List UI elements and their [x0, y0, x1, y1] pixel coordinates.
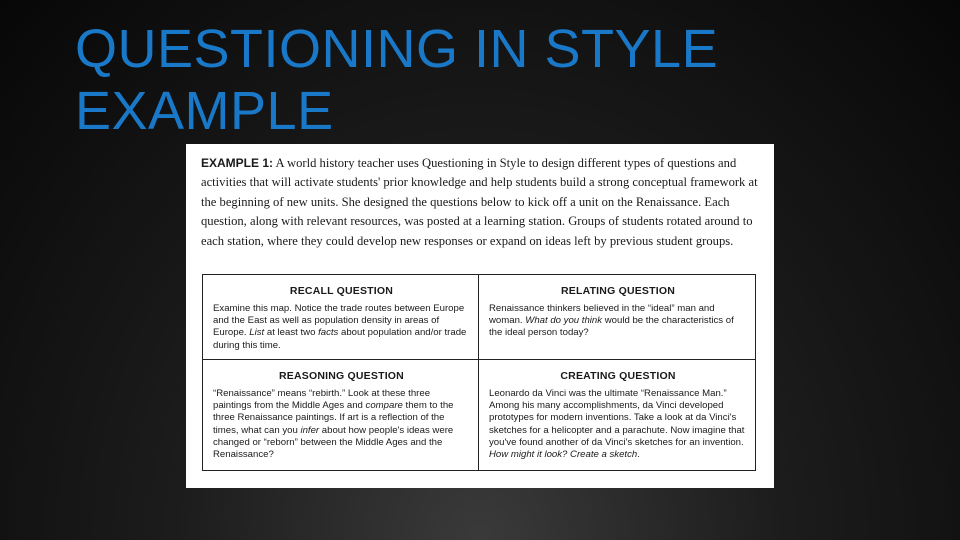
example-label: EXAMPLE 1:	[201, 156, 274, 170]
scanned-example-image	[186, 144, 774, 488]
recall-question-text: Examine this map. Notice the trade routes between Europe and the East as well as population density in areas of Europe. List at least two facts about population and/or trade during this time.	[213, 303, 467, 351]
recall-question-heading: RECALL QUESTION	[289, 285, 394, 297]
example-intro-text: A world history teacher uses Questioning in Style to design different types of questions and activities that will activate students' prior knowledge and help students build a strong conceptual framework at the beginning of new units. She designed the questions below to kick off a unit on the Renaissance. Each question, along with relevant resources, was posted at a learning station. Groups of students rotated around to each station, where they could develop new responses or expand on ideas left by previous student groups.	[201, 156, 758, 248]
relating-question-cell	[479, 275, 755, 360]
creating-question-cell	[479, 360, 755, 470]
slide-title-line-2: EXAMPLE	[75, 81, 334, 141]
slide-title	[75, 18, 718, 142]
slide-title-line-1: QUESTIONING IN STYLE	[75, 19, 719, 79]
question-grid	[202, 274, 756, 471]
example-intro	[201, 154, 758, 251]
relating-question-heading: RELATING QUESTION	[560, 285, 676, 297]
reasoning-question-heading: REASONING QUESTION	[279, 370, 404, 382]
creating-question-heading: CREATING QUESTION	[560, 370, 676, 382]
relating-question-text: Renaissance thinkers believed in the “ideal” man and woman. What do you think would be the characteristics of the ideal person today?	[489, 303, 734, 339]
recall-question-cell	[203, 275, 479, 360]
reasoning-question-cell	[203, 360, 479, 470]
reasoning-question-text: “Renaissance” means “rebirth.” Look at these three paintings from the Middle Ages and compare them to the three Renaissance paintings. If art is a reflection of the times, what can you infer about how people's ideas were changed or “reborn” between the Middle Ages and the Renaissance?	[213, 388, 454, 461]
creating-question-text: Leonardo da Vinci was the ultimate “Renaissance Man.” Among his many accomplishments, da Vinci developed prototypes for modern inventions. Take a look at da Vinci's sketches for a helicopter and a parachute. Now imagine that you've found another of da Vinci's sketches for an invention. How might it look? Create a sketch.	[489, 388, 745, 461]
